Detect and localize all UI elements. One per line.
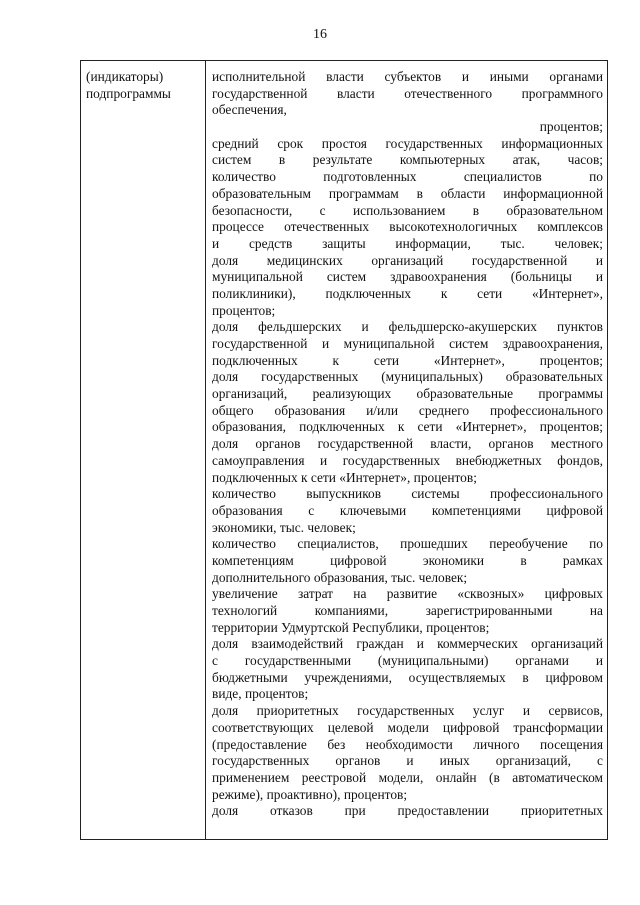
text-line: количество подготовленных специалистов по	[212, 169, 603, 185]
text-line: государственной и муниципальной систем здравоохранения,	[212, 336, 603, 351]
text-line: поликлиники), подключенных к сети «Интернет»,	[212, 285, 603, 301]
left-cell-line: (индикаторы)	[86, 69, 164, 84]
text-line: исполнительной власти субъектов и иными органами	[212, 69, 603, 84]
text-line: с государственными (муниципальными) органами и	[212, 653, 603, 669]
text-line: увеличение затрат на развитие «сквозных» цифровых	[212, 586, 603, 602]
text-line: режиме), проактивно), процентов;	[212, 786, 408, 802]
text-line: средний срок простоя государственных информационных	[212, 135, 603, 151]
text-line: территории Удмуртской Республики, процентов;	[212, 619, 490, 635]
text-line: доля взаимодействий граждан и коммерческих организаций	[212, 636, 603, 652]
text-line: дополнительного образования, тыс. человек;	[212, 569, 468, 585]
text-line: государственной власти отечественного программного	[212, 85, 603, 101]
text-line: процентов;	[212, 302, 276, 318]
text-line: общего образования и/или среднего профессионального	[212, 402, 603, 418]
text-line: безопасности, с использованием в образовательном	[212, 202, 603, 218]
text-line: (предоставление без необходимости личного посещения	[212, 736, 603, 752]
indicators-table	[80, 60, 608, 840]
text-line: образования, подключенных к сети «Интернет», процентов;	[212, 419, 603, 435]
text-line: доля фельдшерских и фельдшерско-акушерских пунктов	[212, 319, 603, 335]
text-line: государственных органов и иных организаций, с	[212, 753, 603, 769]
text-line: подключенных к сети «Интернет», процентов;	[212, 352, 603, 368]
text-line: организаций, реализующих образовательные программы	[212, 386, 603, 402]
text-line: бюджетными учреждениями, осуществляемых в цифровом	[212, 669, 603, 685]
left-cell	[86, 69, 200, 102]
text-line: экономики, тыс. человек;	[212, 519, 356, 535]
text-line: самоуправления и государственных внебюджетных фондов,	[212, 452, 603, 468]
text-line: соответствующих целевой модели цифровой трансформации	[212, 719, 603, 735]
text-line: виде, процентов;	[212, 686, 309, 702]
text-line: доля приоритетных государственных услуг и сервисов,	[212, 703, 603, 719]
page-number: 16	[313, 27, 327, 42]
text-line: доля медицинских организаций государственной и	[212, 252, 603, 268]
column-divider	[205, 61, 206, 839]
text-line: процентов;	[539, 119, 603, 135]
text-line: образования с ключевыми компетенциями цифровой	[212, 502, 603, 518]
text-line: доля отказов при предоставлении приоритетных	[212, 803, 603, 819]
text-line: систем в результате компьютерных атак, часов;	[212, 152, 603, 168]
text-line: компетенциям цифровой экономики в рамках	[212, 552, 603, 568]
text-line: доля государственных (муниципальных) образовательных	[212, 369, 603, 385]
text-line: процессе отечественных высокотехнологичных комплексов	[212, 219, 603, 235]
text-line: количество выпускников системы профессионального	[212, 486, 603, 502]
text-line: образовательным программам в области информационной	[212, 185, 603, 201]
text-line: технологий компаниями, зарегистрированными на	[212, 603, 603, 618]
text-line: муниципальной систем здравоохранения (больницы и	[212, 269, 603, 285]
text-line: доля органов государственной власти, органов местного	[212, 436, 603, 452]
text-line: количество специалистов, прошедших переобучение по	[212, 536, 603, 552]
text-line: обеспечения,	[212, 102, 287, 118]
right-cell	[212, 69, 603, 820]
text-line: применением реестровой модели, онлайн (в автоматическом	[212, 769, 603, 785]
left-cell-line: подпрограммы	[86, 85, 171, 101]
text-line: подключенных к сети «Интернет», процентов;	[212, 469, 477, 485]
text-line: и средств защиты информации, тыс. человек;	[212, 235, 603, 251]
